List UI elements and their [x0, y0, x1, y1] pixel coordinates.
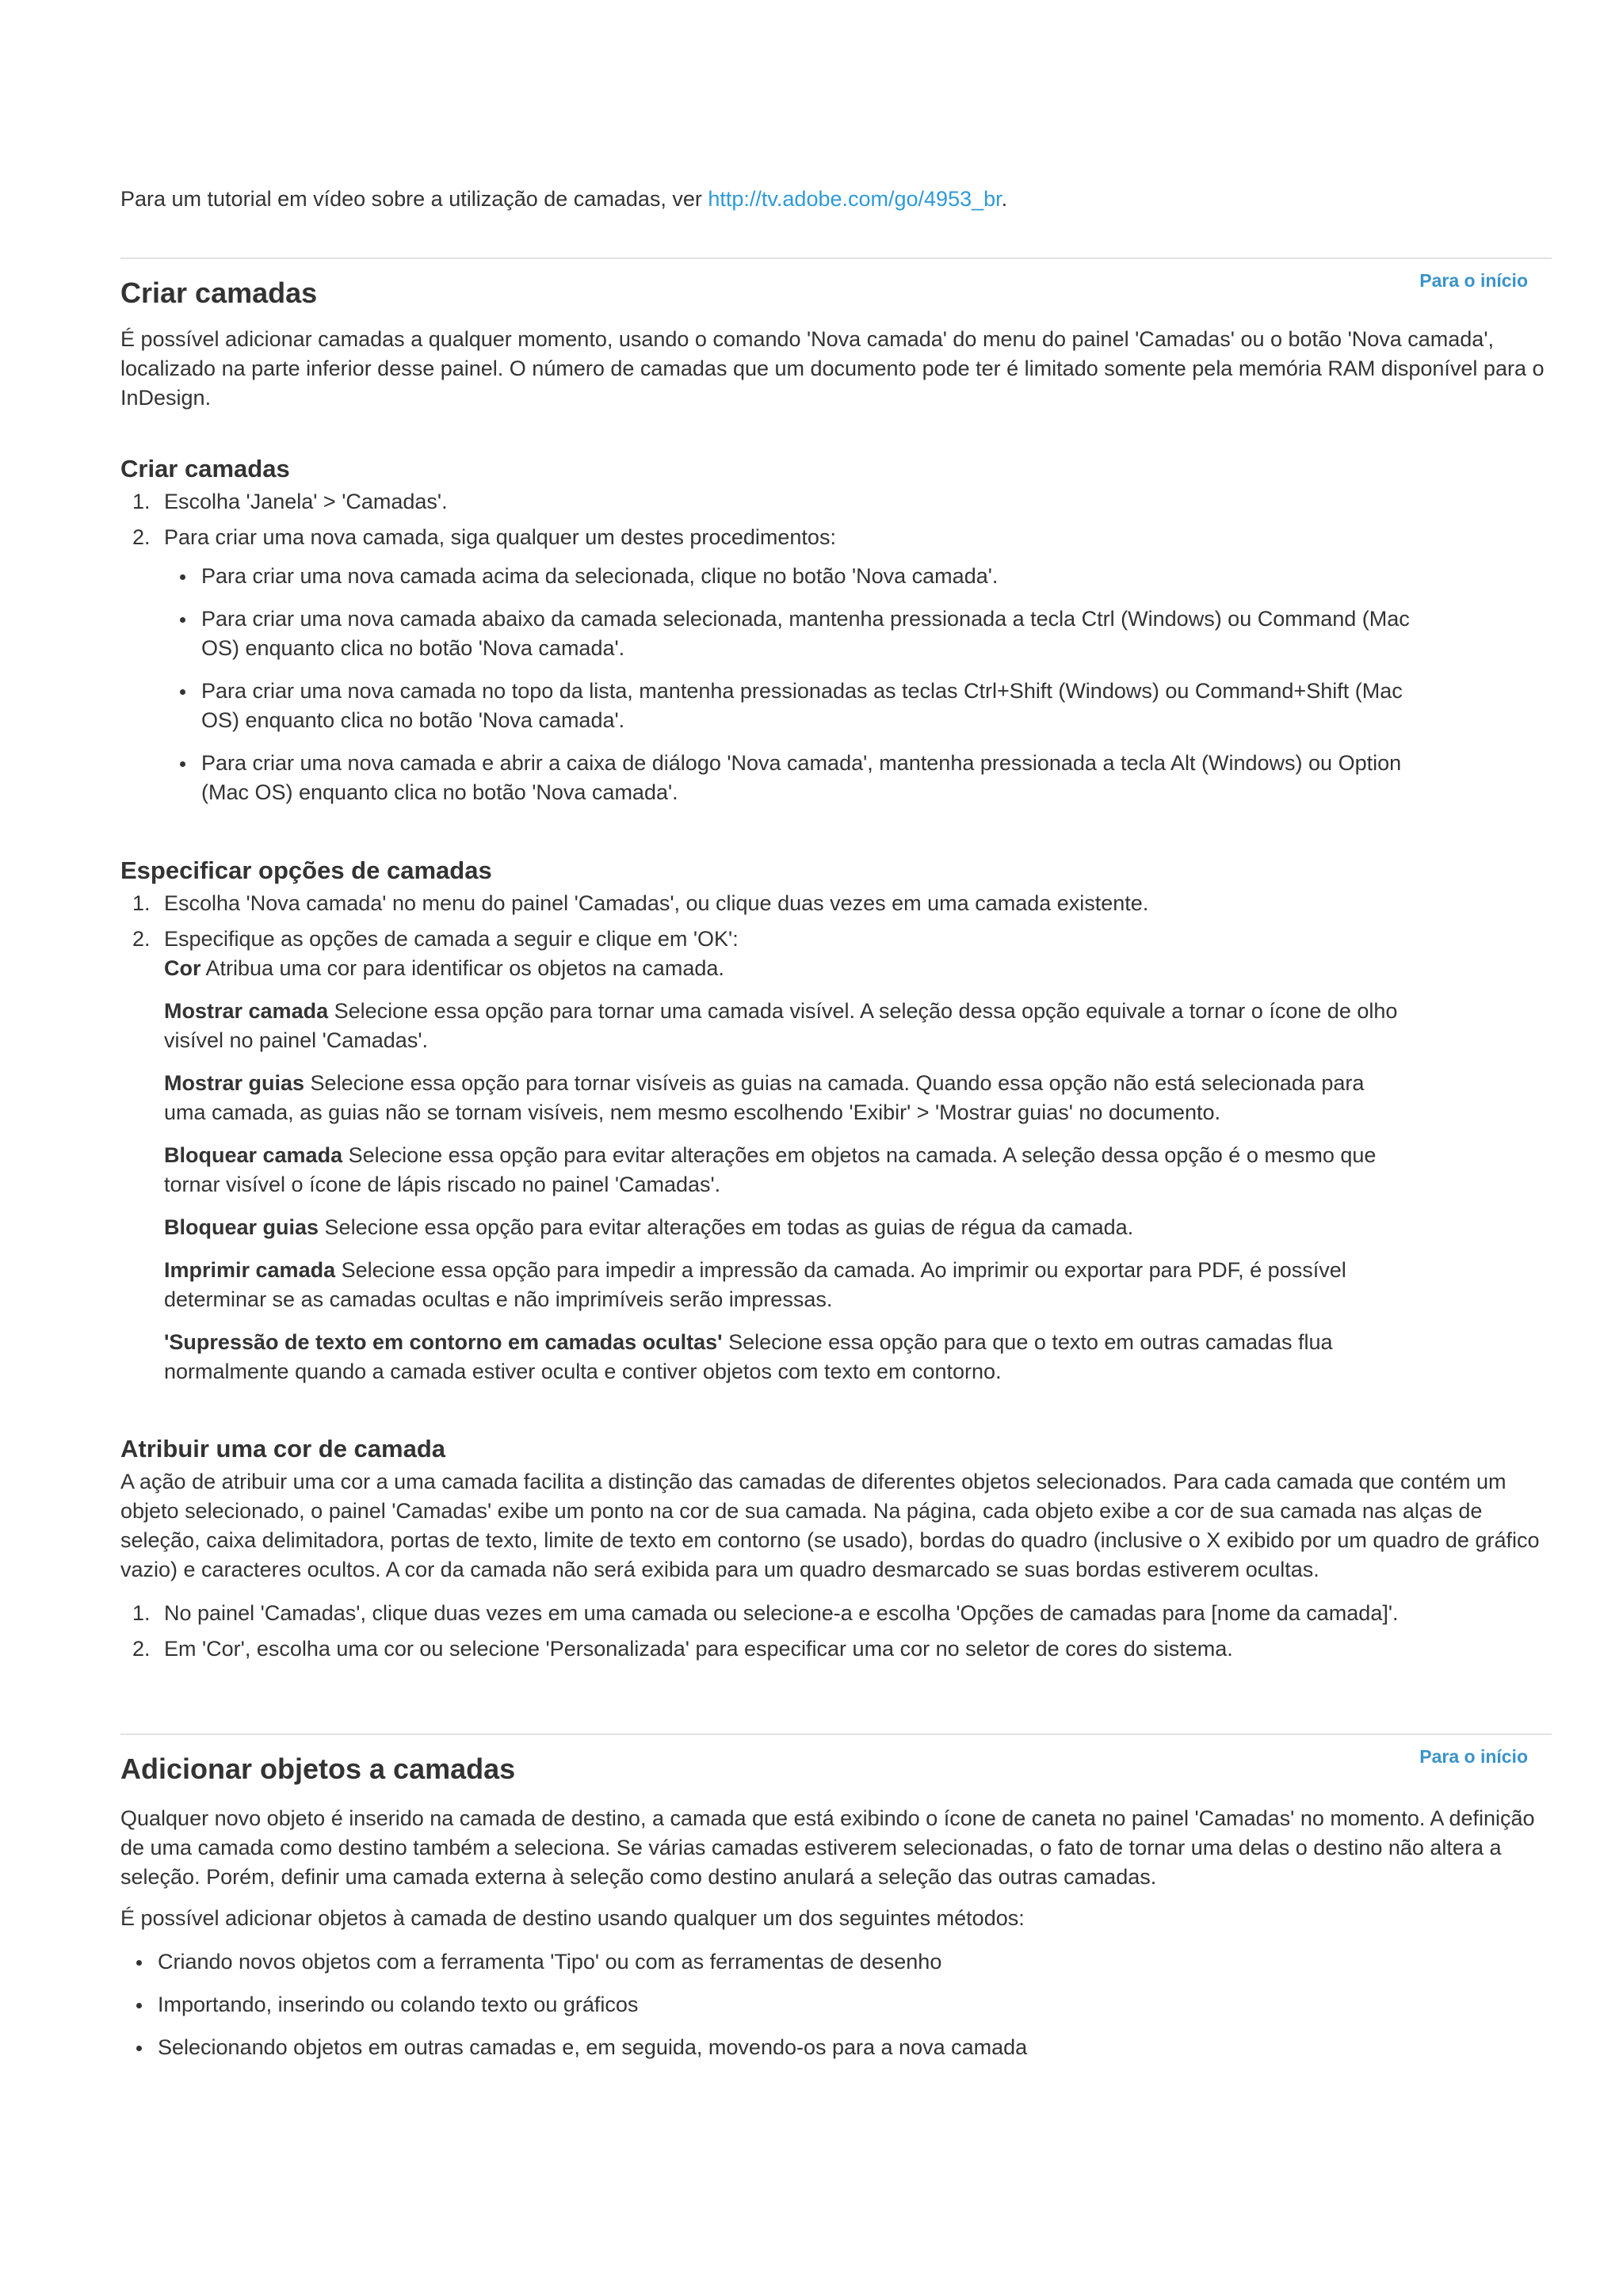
bullet-item: Para criar uma nova camada no topo da lista, mantenha pressionadas as teclas Ctrl+Shift (Windows) ou Command+Shift (Mac OS) enquanto clica no botão 'Nova camada'.	[164, 677, 1414, 735]
steps-list	[120, 1599, 1552, 1670]
section-paragraph: A ação de atribuir uma cor a uma camada facilita a distinção das camadas de diferentes objetos selecionados. Para cada camada que contém um objeto selecionado, o painel 'Camadas' exibe um ponto na cor de sua camada. Na página, cada objeto exibe a cor de sua camada nas alças de seleção, caixa delimitadora, portas de texto, limite de texto em contorno (se usado), bordas do quadro (inclusive o X exibido por um quadro de gráfico vazio) e caracteres ocultos. A cor da camada não será exibida para um quadro desmarcado se suas bordas estiverem ocultas.	[120, 1470, 1540, 1581]
list-item	[120, 889, 1552, 918]
intro-end: .	[1001, 187, 1008, 211]
list-item	[120, 1634, 1552, 1664]
section-paragraph: É possível adicionar objetos à camada de destino usando qualquer um dos seguintes métodos:	[120, 1906, 1025, 1930]
back-to-top-link[interactable]: Para o início	[1419, 1746, 1528, 1767]
step-number: 1.	[132, 490, 151, 513]
step-number: 1.	[132, 891, 151, 915]
step-number: 2.	[132, 927, 151, 951]
bullet-item: Para criar uma nova camada acima da selecionada, clique no botão 'Nova camada'.	[164, 562, 1414, 591]
option-description	[164, 997, 1400, 1055]
option-term: Imprimir camada	[164, 1258, 336, 1282]
option-term: 'Supressão de texto em contorno em camadas ocultas'	[164, 1330, 723, 1354]
bullet-item: Para criar uma nova camada e abrir a caixa de diálogo 'Nova camada', mantenha pressionada a tecla Alt (Windows) ou Option (Mac OS) enquanto clica no botão 'Nova camada'.	[164, 749, 1414, 807]
option-description	[164, 1213, 1400, 1242]
option-text: Selecione essa opção para evitar alterações em objetos na camada. A seleção dessa opção é o mesmo que tornar visível o ícone de lápis riscado no painel 'Camadas'.	[164, 1143, 1377, 1196]
option-text: Selecione essa opção para que o texto em outras camadas flua normalmente quando a camada estiver oculta e contiver objetos com texto em contorno.	[164, 1330, 1333, 1383]
option-term: Bloquear camada	[164, 1143, 343, 1167]
subsection-title-cor: Atribuir uma cor de camada	[120, 1435, 446, 1463]
option-description	[164, 1328, 1400, 1386]
section-paragraph: Qualquer novo objeto é inserido na camada de destino, a camada que está exibindo o ícone de caneta no painel 'Camadas' no momento. A definição de uma camada como destino também a seleciona. Se várias camadas estiverem selecionadas, o fato de tornar uma delas o destino não altera a seleção. Porém, definir uma camada externa à seleção como destino anulará a seleção das outras camadas.	[120, 1806, 1535, 1889]
section-title-adicionar-objetos: Adicionar objetos a camadas	[120, 1753, 516, 1785]
step-number: 2.	[132, 1637, 151, 1661]
bullet-item: Selecionando objetos em outras camadas e, em seguida, movendo-os para a nova camada	[120, 2033, 1027, 2062]
steps-list	[120, 487, 1552, 821]
tutorial-link[interactable]: http://tv.adobe.com/go/4953_br	[708, 187, 1002, 211]
list-item	[120, 925, 1552, 1386]
option-term: Mostrar guias	[164, 1071, 305, 1095]
option-term: Mostrar camada	[164, 999, 329, 1023]
option-text: Selecione essa opção para tornar uma camada visível. A seleção dessa opção equivale a tornar o ícone de olho visível no painel 'Camadas'.	[164, 999, 1398, 1052]
bullet-item: Importando, inserindo ou colando texto ou gráficos	[120, 1990, 1027, 2019]
bullet-item: Para criar uma nova camada abaixo da camada selecionada, mantenha pressionada a tecla Ctrl (Windows) ou Command (Mac OS) enquanto clica no botão 'Nova camada'.	[164, 605, 1414, 663]
step-number: 1.	[132, 1601, 151, 1625]
option-text: Selecione essa opção para evitar alterações em todas as guias de régua da camada.	[319, 1215, 1134, 1239]
subsection-title-criar-camadas: Criar camadas	[120, 455, 290, 482]
section-divider	[120, 1733, 1552, 1735]
back-to-top-link[interactable]: Para o início	[1419, 270, 1528, 291]
option-description	[164, 1141, 1400, 1199]
list-item	[120, 523, 1552, 807]
option-text: Atribua uma cor para identificar os objetos na camada.	[200, 956, 724, 980]
section-paragraph: É possível adicionar camadas a qualquer momento, usando o comando 'Nova camada' do menu do painel 'Camadas' ou o botão 'Nova camada', localizado na parte inferior desse painel. O número de camadas que um documento pode ter é limitado somente pela memória RAM disponível para o InDesign.	[120, 327, 1545, 410]
option-term: Cor	[164, 956, 201, 980]
intro-paragraph	[120, 185, 1007, 214]
step-text: Escolha 'Janela' > 'Camadas'.	[164, 490, 448, 513]
option-description	[164, 1256, 1400, 1314]
section-divider	[120, 257, 1552, 259]
intro-text: Para um tutorial em vídeo sobre a utilização de camadas, ver	[120, 187, 708, 211]
step-number: 2.	[132, 525, 151, 549]
section-title-criar-camadas: Criar camadas	[120, 277, 318, 309]
option-description	[164, 954, 1400, 983]
option-term: Bloquear guias	[164, 1215, 319, 1239]
step-text: Especifique as opções de camada a seguir e clique em 'OK':	[164, 927, 739, 951]
list-item	[120, 1599, 1400, 1628]
option-text: Selecione essa opção para impedir a impressão da camada. Ao imprimir ou exportar para PDF, é possível determinar se as camadas ocultas e não imprimíveis serão impressas.	[164, 1258, 1346, 1311]
option-description	[164, 1069, 1400, 1127]
step-text: Escolha 'Nova camada' no menu do painel 'Camadas', ou clique duas vezes em uma camada existente.	[164, 891, 1149, 915]
option-text: Selecione essa opção para tornar visíveis as guias na camada. Quando essa opção não está selecionada para uma camada, as guias não se tornam visíveis, nem mesmo escolhendo 'Exibir' > 'Mostrar guias' no documento.	[164, 1071, 1365, 1124]
step-text: Em 'Cor', escolha uma cor ou selecione 'Personalizada' para especificar uma cor no seletor de cores do sistema.	[164, 1637, 1233, 1661]
bullet-item: Criando novos objetos com a ferramenta 'Tipo' ou com as ferramentas de desenho	[120, 1947, 1027, 1977]
steps-list	[120, 889, 1552, 1400]
step-text: No painel 'Camadas', clique duas vezes em uma camada ou selecione-a e escolha 'Opções de camadas para [nome da camada]'.	[164, 1601, 1399, 1625]
bullet-list	[164, 562, 1552, 807]
subsection-title-opcoes: Especificar opções de camadas	[120, 856, 492, 884]
bullet-list	[120, 1947, 1027, 2076]
step-text: Para criar uma nova camada, siga qualquer um destes procedimentos:	[164, 525, 836, 549]
list-item	[120, 487, 1552, 517]
